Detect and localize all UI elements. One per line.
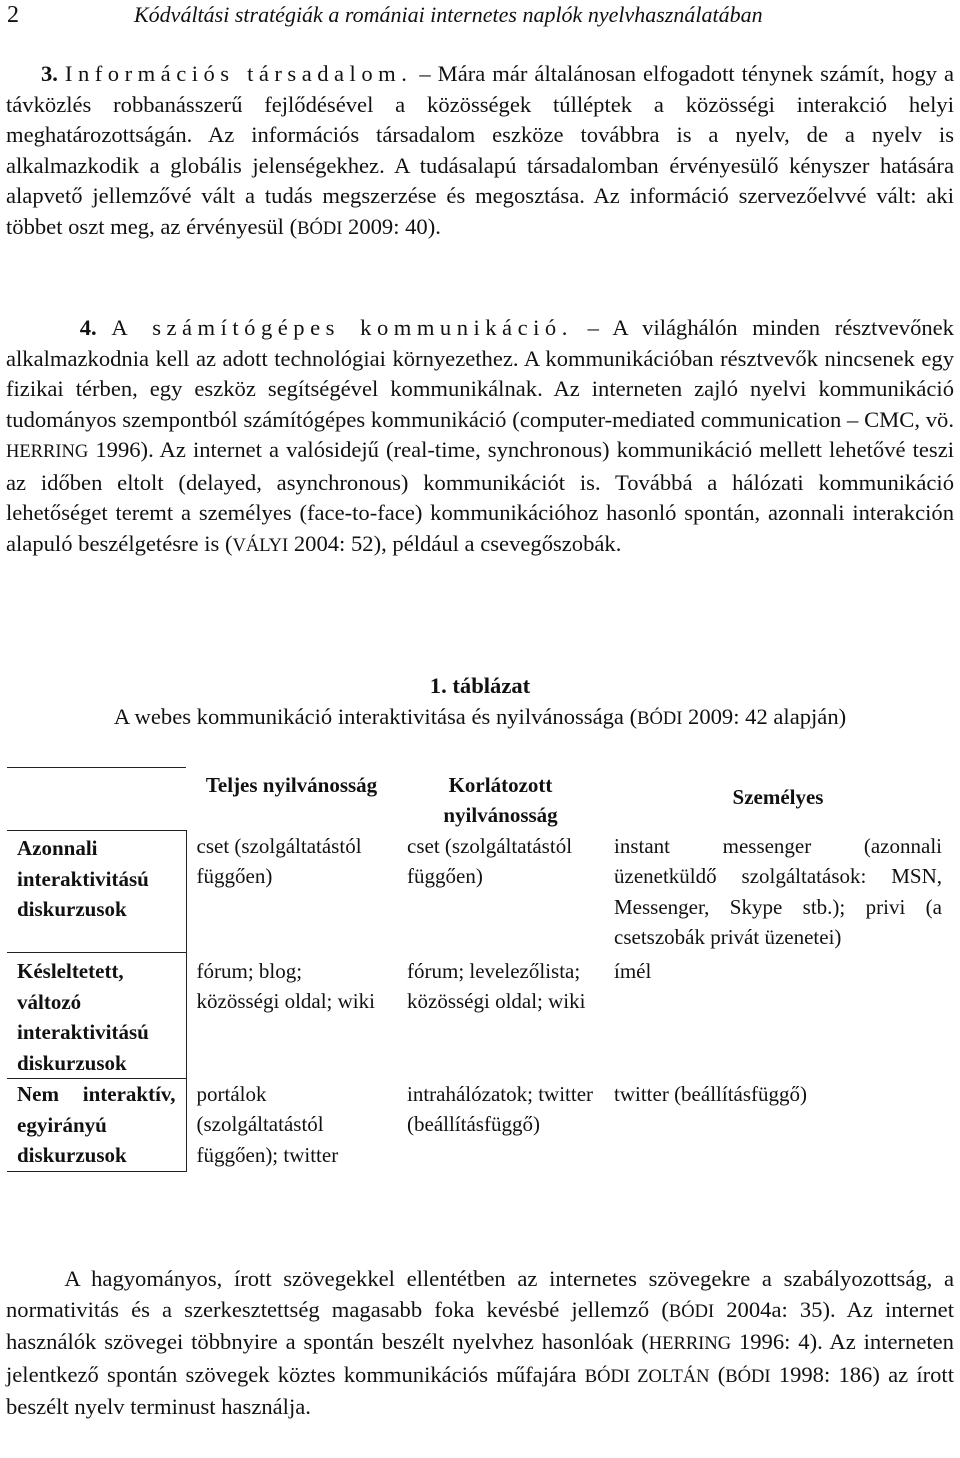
running-title: Kódváltási stratégiák a romániai internetes naplók nyelvhasználatában (134, 2, 763, 27)
section-4-text: – A világhálón minden résztvevőnek alkalmazkodnia kell az adott technológiai környezethez. A kommunikációban résztvevők nincsenek egy fizikai térben, egy eszköz segítségével kommunikálnak. Az interneten zajló nyelvi kommunikáció tudományos szempontból számítógépes kommunikáció (computer-mediated communication – CMC, vö. (6, 315, 954, 432)
table-row (7, 1079, 952, 1172)
section-4-text: 2004: 52), például a csevegőszobák. (288, 530, 622, 556)
column-header: Teljes nyilvánosság (205, 772, 378, 797)
table-row (7, 831, 952, 953)
citation-author: BÓDI (297, 217, 343, 239)
closing-paragraph: A hagyományos, írott szövegekkel ellentétben az internetes szövegekre a szabályozottság, a normativitás és a szerkesztettség magasabb foka kevésbé jellemző (BÓDI 2004a: 35). Az internet használók szövegei többnyire a spontán beszélt nyelvhez hasonlóak (HERRING 1996: 4). Az interneten jelentkező spontán szövegek köztes kommunikációs műfajára BÓDI ZOLTÁN (BÓDI 1998: 186) az írott beszélt nyelv terminust használja. (6, 1266, 954, 1419)
table-cell: cset (szolgáltatástól függően) (407, 833, 573, 888)
table-cell: ímél (614, 958, 652, 983)
section-4-title: A számítógépes kommunikáció. (111, 315, 573, 340)
section-4-number: 4. (79, 315, 97, 340)
citation-rest: 2009: 40). (342, 213, 441, 239)
page-header (0, 0, 960, 40)
table-cell: cset (szolgáltatástól függően) (196, 833, 362, 888)
page-number: 2 (7, 2, 19, 28)
table-cell: intrahálózatok; twitter (beállításfüggő) (407, 1081, 594, 1136)
citation-author: HERRING (6, 441, 89, 462)
section-4-paragraph (6, 313, 954, 561)
row-header: Azonnali interaktivitású diskurzusok (7, 831, 186, 953)
table-row (7, 953, 952, 1079)
row-header: Késleltetett, változó interaktivitású diskurzusok (7, 953, 186, 1079)
citation-author: VÁLYI (232, 534, 289, 556)
table-cell: fórum; levelezőlista; közösségi oldal; wiki (407, 958, 586, 1013)
table-number: 1. táblázat (429, 673, 531, 698)
column-header: Személyes (732, 784, 824, 809)
table-cell: fórum; blog; közösségi oldal; wiki (196, 958, 375, 1013)
citation-author: BÓDI ZOLTÁN (584, 1365, 710, 1387)
citation-author: BÓDI (725, 1365, 771, 1387)
data-table (7, 767, 952, 1172)
row-header: Nem interaktív, egyirányú diskurzusok (7, 1079, 186, 1172)
table-corner-cell (7, 768, 186, 831)
section-3-paragraph (6, 59, 954, 244)
table-cell: instant messenger (azonnali üzenetküldő szolgáltatások: MSN, Messenger, Skype stb.); privi (a csetszobák privát üzenetei) (614, 833, 942, 949)
table-cell: portálok (szolgáltatástól függően); twitter (196, 1081, 339, 1167)
section-3-text: – Mára már általánosan elfogadott ténynek számít, hogy a távközlés robbanásszerű fejlődésével a közösségek túlléptek a közösségi interakció helyi meghatározottságán. Az információs társadalom eszköze továbbra is a nyelv, de a nyelv is alkalmazkodik a globális jelenségekhez. A tudásalapú társadalomban érvényesülő kényszer hatására alapvető jellemzővé vált a tudás megszerzése és megosztása. Az információ szervezőelvvé vált: aki többet oszt meg, az érvényesül ( (6, 61, 954, 239)
citation-author: HERRING (648, 1333, 732, 1354)
table-header-row (7, 768, 952, 831)
section-4-text: 1996). Az internet a valósidejű (real-time, synchronous) kommunikáció mellett lehetővé teszi az időben eltolt (delayed, asynchronous) kommunikációt is. Továbbá a hálózati kommunikáció lehetőséget teremt a személyes (face-to-face) kommunikációhoz hasonló spontán, azonnali interakción alapuló beszélgetésre is ( (6, 437, 954, 556)
table-cell: twitter (beállításfüggő) (614, 1081, 808, 1106)
table-caption: A webes kommunikáció interaktivitása és nyilvánossága (BÓDI 2009: 42 alapján) (113, 704, 847, 729)
section-3-number: 3. (40, 61, 58, 86)
column-header: Korlátozott nyilvánosság (443, 772, 558, 827)
section-3-title: Információs társadalom. (64, 61, 413, 86)
citation-author: BÓDI (668, 1300, 715, 1322)
